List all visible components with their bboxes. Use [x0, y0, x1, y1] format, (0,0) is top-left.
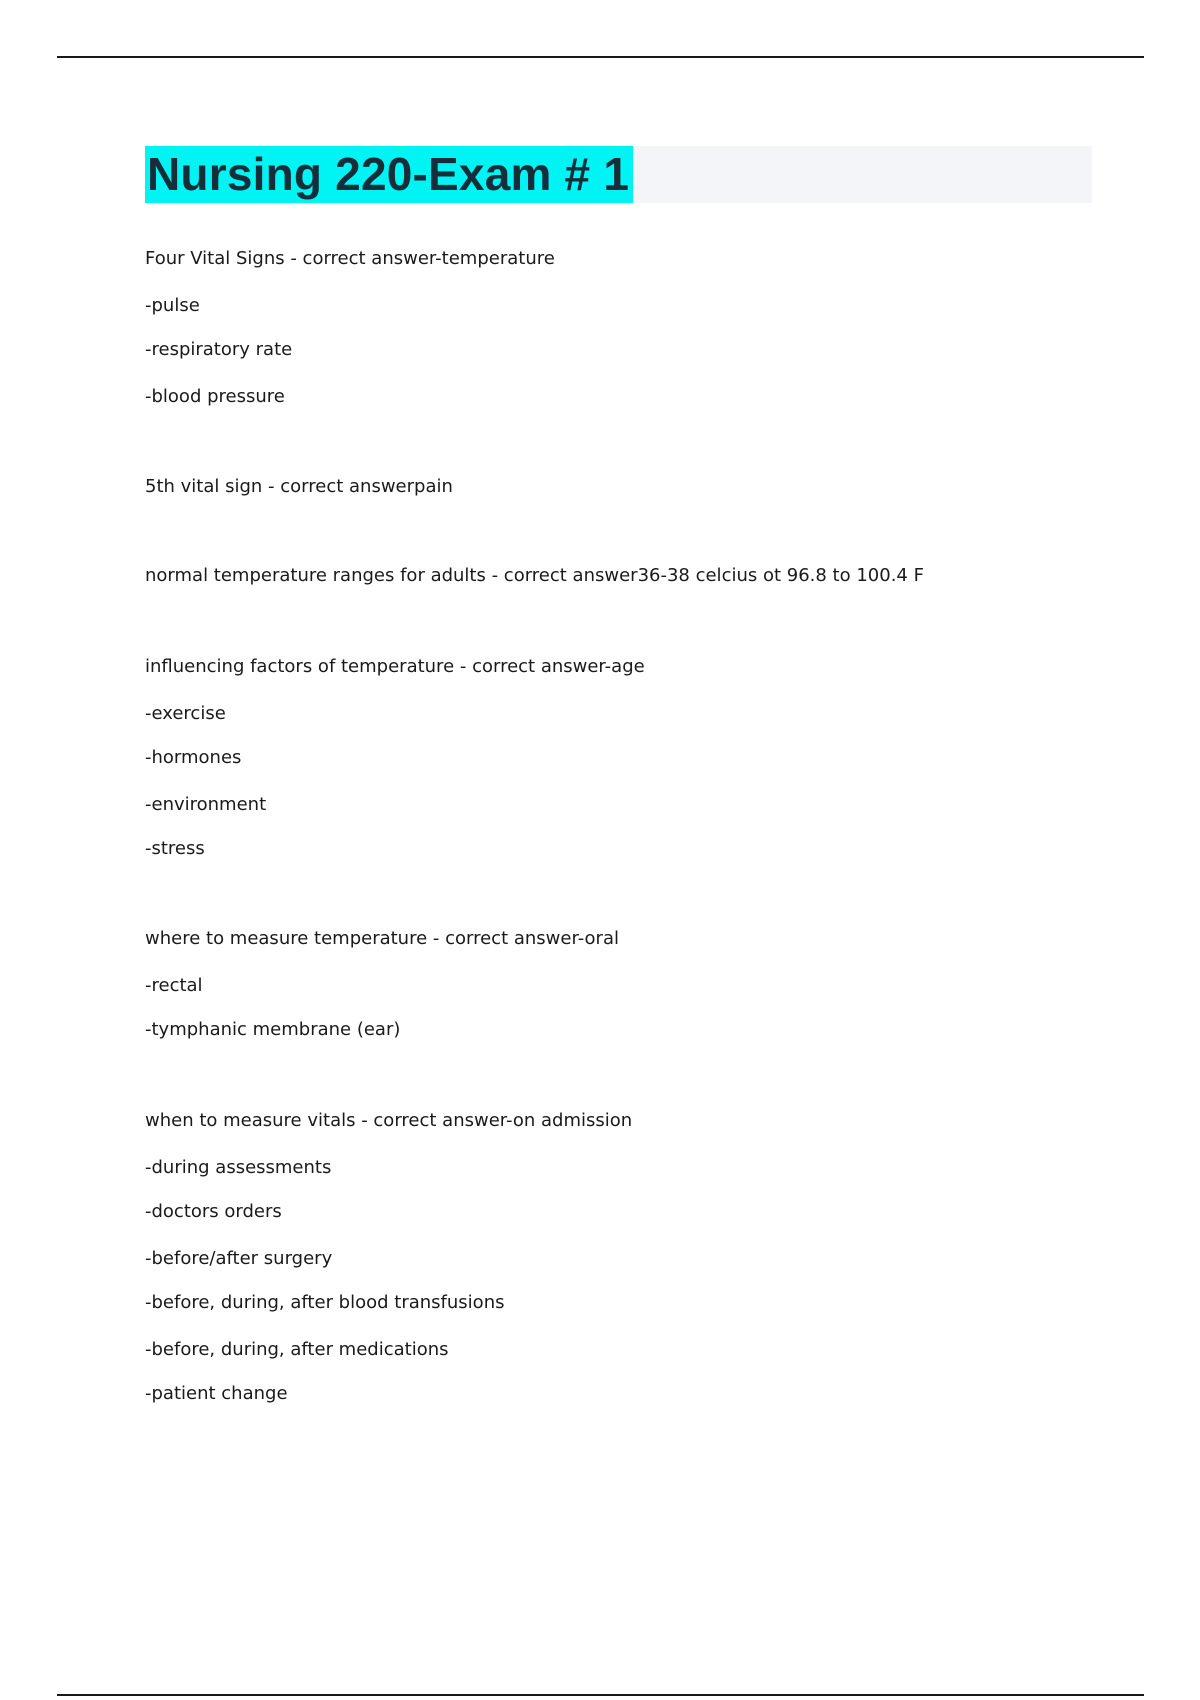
qa-answer-item: -stress — [145, 838, 205, 859]
header-rule — [57, 56, 1144, 58]
qa-question-line: 5th vital sign - correct answerpain — [145, 476, 453, 497]
qa-question-line: normal temperature ranges for adults - correct answer36-38 celcius ot 96.8 to 100.4 F — [145, 565, 924, 586]
qa-answer-item: -before, during, after blood transfusions — [145, 1292, 505, 1313]
qa-answer-item: -respiratory rate — [145, 339, 293, 360]
qa-answer-item: -blood pressure — [145, 386, 285, 407]
qa-answer-item: -during assessments — [145, 1157, 332, 1178]
qa-answer-item: -exercise — [145, 703, 226, 724]
qa-answer-item: -before/after surgery — [145, 1248, 333, 1269]
qa-answer-item: -pulse — [145, 295, 200, 316]
qa-answer-item: -environment — [145, 794, 267, 815]
qa-answer-item: -hormones — [145, 747, 242, 768]
qa-answer-item: -before, during, after medications — [145, 1339, 449, 1360]
document-title: Nursing 220-Exam # 1 — [145, 146, 633, 203]
qa-answer-item: -patient change — [145, 1383, 288, 1404]
qa-answer-item: -tymphanic membrane (ear) — [145, 1019, 401, 1040]
qa-answer-item: -doctors orders — [145, 1201, 282, 1222]
qa-answer-item: -rectal — [145, 975, 203, 996]
qa-question-line: when to measure vitals - correct answer-on admission — [145, 1110, 633, 1131]
footer-rule — [57, 1694, 1144, 1696]
qa-question-line: where to measure temperature - correct answer-oral — [145, 928, 619, 949]
qa-question-line: influencing factors of temperature - correct answer-age — [145, 656, 645, 677]
qa-question-line: Four Vital Signs - correct answer-temperature — [145, 248, 555, 269]
